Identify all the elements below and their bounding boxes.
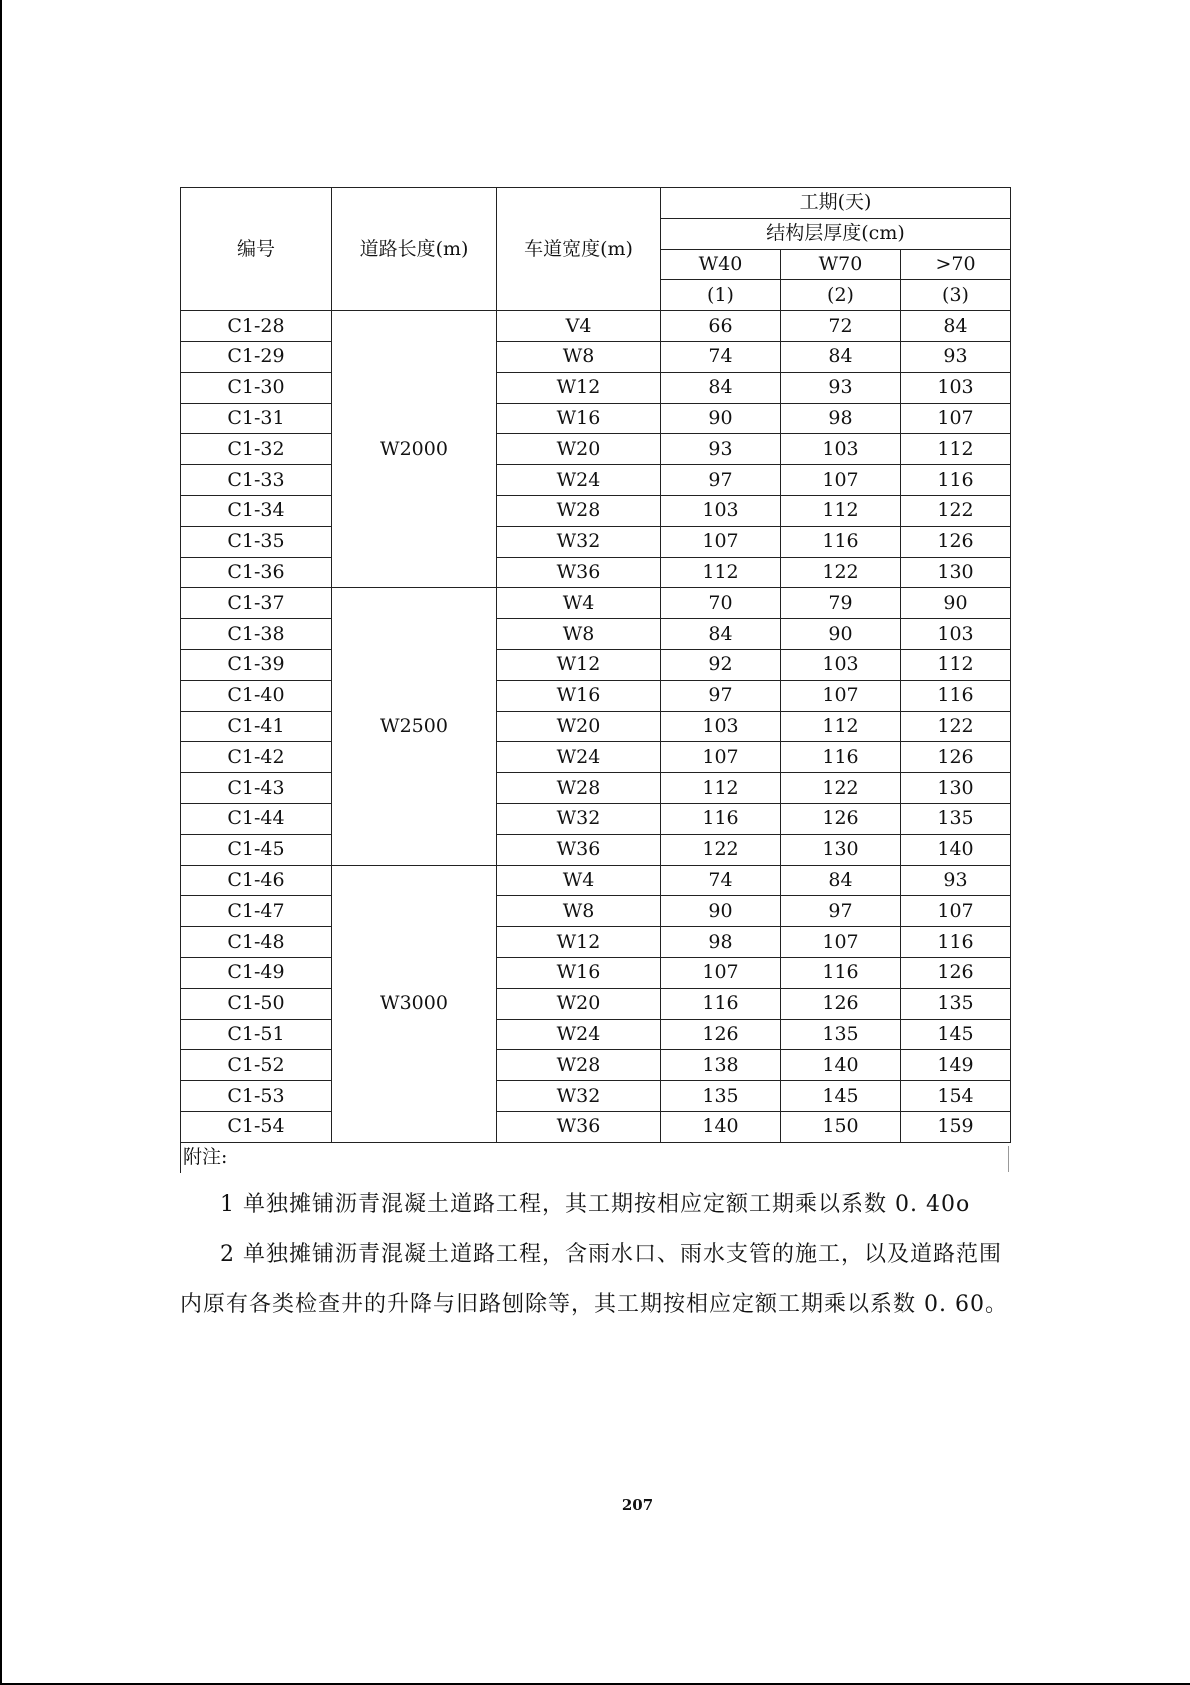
header-colnum-3: (3): [901, 280, 1011, 311]
cell-period-w40: 138: [661, 1050, 781, 1081]
cell-lane-width: W20: [497, 988, 661, 1019]
cell-code: C1-28: [181, 311, 332, 342]
cell-period-w40: 74: [661, 865, 781, 896]
cell-lane-width: W16: [497, 403, 661, 434]
cell-period-over70: 93: [901, 341, 1011, 372]
cell-code: C1-45: [181, 834, 332, 865]
cell-lane-width: W8: [497, 341, 661, 372]
cell-period-w70: 98: [781, 403, 901, 434]
cell-code: C1-51: [181, 1019, 332, 1050]
header-period: 工期(天): [661, 188, 1011, 219]
cell-period-over70: 112: [901, 434, 1011, 465]
cell-period-w70: 107: [781, 680, 901, 711]
cell-code: C1-53: [181, 1081, 332, 1112]
cell-period-w70: 79: [781, 588, 901, 619]
cell-period-w40: 70: [661, 588, 781, 619]
cell-period-over70: 93: [901, 865, 1011, 896]
header-colnum-1: (1): [661, 280, 781, 311]
cell-period-w40: 103: [661, 711, 781, 742]
table-row: [181, 1050, 1011, 1081]
cell-lane-width: W12: [497, 372, 661, 403]
cell-period-w70: 84: [781, 865, 901, 896]
cell-lane-width: W20: [497, 711, 661, 742]
cell-period-w40: 126: [661, 1019, 781, 1050]
cell-code: C1-34: [181, 495, 332, 526]
cell-lane-width: W12: [497, 927, 661, 958]
header-code: 编号: [181, 188, 332, 311]
cell-period-over70: 116: [901, 680, 1011, 711]
cell-period-w70: 150: [781, 1111, 901, 1142]
cell-lane-width: W4: [497, 865, 661, 896]
cell-period-w40: 107: [661, 957, 781, 988]
table-row: [181, 341, 1011, 372]
cell-period-over70: 107: [901, 403, 1011, 434]
cell-period-w70: 93: [781, 372, 901, 403]
cell-period-over70: 154: [901, 1081, 1011, 1112]
construction-period-table: [180, 187, 1011, 1173]
header-col-1: W40: [661, 249, 781, 280]
cell-period-w40: 122: [661, 834, 781, 865]
cell-period-over70: 126: [901, 957, 1011, 988]
cell-code: C1-42: [181, 742, 332, 773]
cell-period-w40: 90: [661, 403, 781, 434]
cell-period-over70: 103: [901, 619, 1011, 650]
cell-period-w40: 74: [661, 341, 781, 372]
cell-code: C1-47: [181, 896, 332, 927]
table-row: [181, 619, 1011, 650]
cell-period-w40: 112: [661, 773, 781, 804]
cell-period-w40: 92: [661, 649, 781, 680]
cell-period-w40: 90: [661, 896, 781, 927]
cell-code: C1-48: [181, 927, 332, 958]
cell-period-over70: 107: [901, 896, 1011, 927]
table-row: [181, 711, 1011, 742]
cell-code: C1-37: [181, 588, 332, 619]
cell-road-length: W2000: [332, 311, 497, 588]
cell-period-w40: 84: [661, 619, 781, 650]
cell-period-over70: 145: [901, 1019, 1011, 1050]
cell-period-w70: 112: [781, 495, 901, 526]
header-col-2: W70: [781, 249, 901, 280]
cell-lane-width: W16: [497, 680, 661, 711]
cell-lane-width: W32: [497, 526, 661, 557]
cell-period-over70: 126: [901, 742, 1011, 773]
cell-period-over70: 112: [901, 649, 1011, 680]
cell-period-over70: 122: [901, 495, 1011, 526]
table-row: [181, 834, 1011, 865]
cell-period-w40: 97: [661, 465, 781, 496]
table-row: [181, 372, 1011, 403]
header-length: 道路长度(m): [332, 188, 497, 311]
cell-period-w70: 135: [781, 1019, 901, 1050]
page-number: 207: [621, 1496, 654, 1514]
cell-lane-width: W32: [497, 803, 661, 834]
cell-code: C1-41: [181, 711, 332, 742]
table-row: [181, 649, 1011, 680]
cell-code: C1-44: [181, 803, 332, 834]
cell-period-w40: 116: [661, 988, 781, 1019]
cell-lane-width: W8: [497, 619, 661, 650]
cell-period-w70: 122: [781, 557, 901, 588]
divider: [1008, 1146, 1009, 1172]
cell-period-w70: 97: [781, 896, 901, 927]
table-row: [181, 403, 1011, 434]
cell-lane-width: V4: [497, 311, 661, 342]
cell-lane-width: W24: [497, 1019, 661, 1050]
cell-period-w70: 130: [781, 834, 901, 865]
cell-lane-width: W8: [497, 896, 661, 927]
cell-code: C1-31: [181, 403, 332, 434]
cell-period-w40: 112: [661, 557, 781, 588]
cell-period-over70: 149: [901, 1050, 1011, 1081]
cell-code: C1-38: [181, 619, 332, 650]
table-row: [181, 988, 1011, 1019]
cell-period-w70: 116: [781, 957, 901, 988]
cell-period-over70: 130: [901, 557, 1011, 588]
table-body: [181, 311, 1011, 1143]
table-row: [181, 1019, 1011, 1050]
cell-lane-width: W20: [497, 434, 661, 465]
cell-period-w40: 103: [661, 495, 781, 526]
cell-period-w70: 122: [781, 773, 901, 804]
cell-road-length: W3000: [332, 865, 497, 1142]
cell-period-over70: 103: [901, 372, 1011, 403]
table-row: [181, 588, 1011, 619]
table-row: [181, 927, 1011, 958]
table-row: [181, 465, 1011, 496]
cell-period-over70: 126: [901, 526, 1011, 557]
table-row: [181, 1111, 1011, 1142]
cell-road-length: W2500: [332, 588, 497, 865]
cell-period-w70: 112: [781, 711, 901, 742]
cell-code: C1-52: [181, 1050, 332, 1081]
cell-lane-width: W4: [497, 588, 661, 619]
cell-period-over70: 84: [901, 311, 1011, 342]
table-row: [181, 526, 1011, 557]
cell-period-over70: 116: [901, 927, 1011, 958]
cell-period-w40: 107: [661, 742, 781, 773]
cell-period-over70: 130: [901, 773, 1011, 804]
table-row: [181, 1081, 1011, 1112]
table-row: [181, 495, 1011, 526]
note-label: 附注:: [181, 1142, 1011, 1172]
cell-period-w70: 103: [781, 649, 901, 680]
cell-code: C1-49: [181, 957, 332, 988]
cell-code: C1-43: [181, 773, 332, 804]
cell-period-over70: 159: [901, 1111, 1011, 1142]
cell-period-w70: 126: [781, 803, 901, 834]
cell-period-w70: 84: [781, 341, 901, 372]
cell-period-w40: 66: [661, 311, 781, 342]
cell-period-w40: 116: [661, 803, 781, 834]
cell-lane-width: W28: [497, 1050, 661, 1081]
table-row: [181, 680, 1011, 711]
cell-code: C1-40: [181, 680, 332, 711]
cell-lane-width: W28: [497, 773, 661, 804]
table-row: [181, 557, 1011, 588]
cell-period-w70: 72: [781, 311, 901, 342]
cell-period-w40: 93: [661, 434, 781, 465]
cell-lane-width: W36: [497, 1111, 661, 1142]
cell-lane-width: W24: [497, 465, 661, 496]
note-paragraph: 1 单独摊铺沥青混凝土道路工程，其工期按相应定额工期乘以系数 0. 40o: [220, 1192, 971, 1217]
cell-period-w70: 107: [781, 927, 901, 958]
cell-period-w40: 140: [661, 1111, 781, 1142]
table-row: [181, 311, 1011, 342]
cell-period-w70: 90: [781, 619, 901, 650]
cell-lane-width: W24: [497, 742, 661, 773]
cell-period-w70: 126: [781, 988, 901, 1019]
table-row: [181, 957, 1011, 988]
cell-code: C1-35: [181, 526, 332, 557]
cell-code: C1-32: [181, 434, 332, 465]
cell-lane-width: W28: [497, 495, 661, 526]
table-row: [181, 803, 1011, 834]
cell-period-w70: 116: [781, 526, 901, 557]
header-colnum-2: (2): [781, 280, 901, 311]
cell-period-over70: 140: [901, 834, 1011, 865]
table-row: [181, 865, 1011, 896]
table-row: [181, 773, 1011, 804]
note-paragraph: 2 单独摊铺沥青混凝土道路工程，含雨水口、雨水支管的施工，以及道路范围内原有各类检查井的升降与旧路刨除等，其工期按相应定额工期乘以系数 0. 60。: [180, 1242, 1008, 1317]
header-width: 车道宽度(m): [497, 188, 661, 311]
cell-lane-width: W32: [497, 1081, 661, 1112]
cell-code: C1-50: [181, 988, 332, 1019]
cell-code: C1-29: [181, 341, 332, 372]
cell-period-over70: 90: [901, 588, 1011, 619]
cell-code: C1-39: [181, 649, 332, 680]
cell-period-over70: 135: [901, 803, 1011, 834]
cell-code: C1-36: [181, 557, 332, 588]
table-row: [181, 896, 1011, 927]
notes-section: [180, 1180, 1010, 1330]
cell-period-w70: 107: [781, 465, 901, 496]
table-row: [181, 434, 1011, 465]
cell-lane-width: W12: [497, 649, 661, 680]
cell-period-w40: 98: [661, 927, 781, 958]
cell-period-w70: 145: [781, 1081, 901, 1112]
cell-period-over70: 135: [901, 988, 1011, 1019]
cell-period-w70: 103: [781, 434, 901, 465]
cell-period-w40: 97: [661, 680, 781, 711]
cell-period-w40: 107: [661, 526, 781, 557]
cell-lane-width: W36: [497, 557, 661, 588]
cell-period-w70: 116: [781, 742, 901, 773]
cell-code: C1-33: [181, 465, 332, 496]
cell-period-w70: 140: [781, 1050, 901, 1081]
cell-period-over70: 122: [901, 711, 1011, 742]
cell-period-w40: 84: [661, 372, 781, 403]
table-row: [181, 742, 1011, 773]
header-col-3: >70: [901, 249, 1011, 280]
cell-period-w40: 135: [661, 1081, 781, 1112]
cell-code: C1-54: [181, 1111, 332, 1142]
cell-period-over70: 116: [901, 465, 1011, 496]
cell-lane-width: W36: [497, 834, 661, 865]
cell-code: C1-30: [181, 372, 332, 403]
table-header: [181, 188, 1011, 311]
cell-code: C1-46: [181, 865, 332, 896]
cell-lane-width: W16: [497, 957, 661, 988]
header-thickness: 结构层厚度(cm): [661, 218, 1011, 249]
